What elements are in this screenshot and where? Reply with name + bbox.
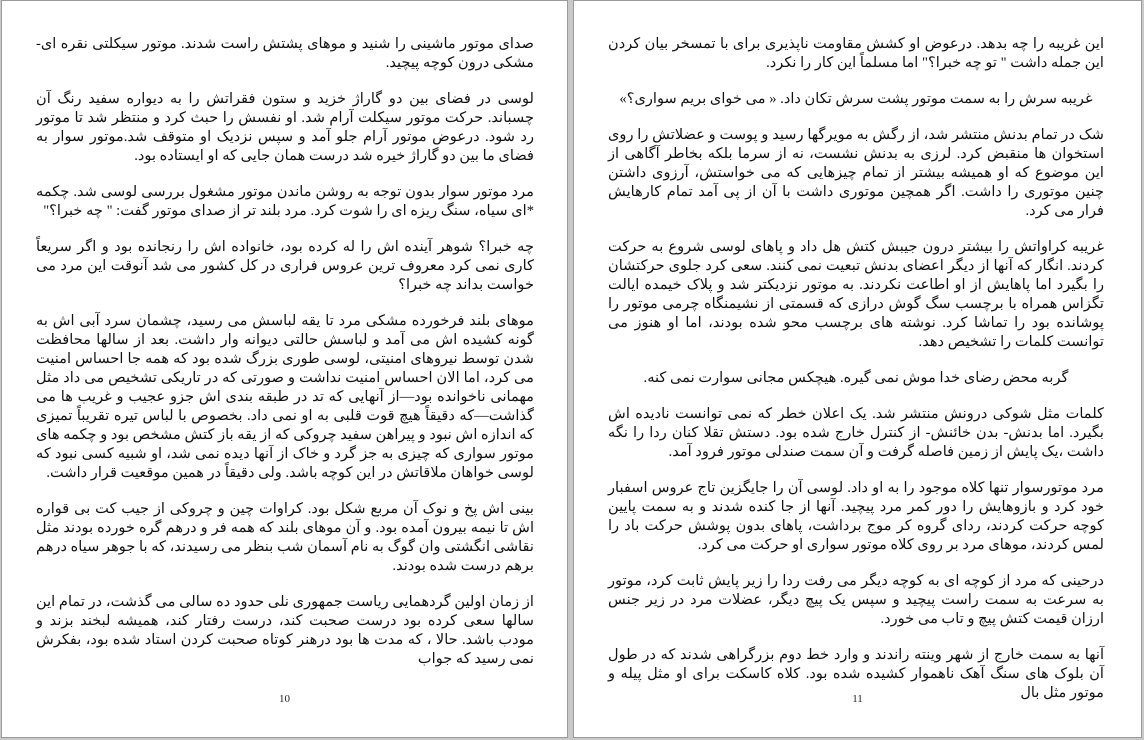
- paragraph: درحینی که مرد از کوچه ای به کوچه دیگر می رفت ردا را زیر پایش ثابت کرد، موتور به سرعت به سمت راست پیچید و سپس یک پیچ دیگر، عضلات مرد در زیر جنس ارزان قیمت کتش پیچ و تاب می خورد.: [608, 573, 1104, 627]
- paragraph: موهای بلند فرخورده مشکی مرد تا یقه لباسش می رسید، چشمان سرد آبی اش به گونه کشیده اش می آمد و لباسش حالتی دیوانه وار داشت. بعد از سالها محافظت شدن توسط نیروهای امنیتی، لوسی طوری بزرگ شده بود که همه جا احساس امنیت می کرد، اما الان احساس امنیت نداشت و صورتی که در تاریکی تشخیص می داد مثل مهمانی ناخوانده بود—از آنهایی که تد در طبقه بندی اش جزو عجیب و غریب ها می گذاشت—که دقیقاً هیچ قوت قلبی به او نمی داد. بخصوص با لباس تیره تقریباً تمیزی که اندازه اش نبود و پیراهن سفید چروکی که از یقه باز کتش مشخص بود و چکمه های موتور سواری که چیزی به جز گرد و خاک از آنها دیده نمی شد، او شبیه کسی نبود که لوسی خواهان ملاقاتش در این کوچه باشد. ولی دقیقاً در همین موقعیت قرار داشت.: [36, 313, 534, 481]
- right-page-text: [608, 35, 1104, 720]
- paragraph: غریبه کراواتش را بیشتر درون جیبش کتش هل داد و پاهای لوسی شروع به حرکت کردند. انگار که آنها از دیگر اعضای بدنش تبعیت نمی کنند. سعی کرد جلوی حرکتشان را بگیرد اما پاهایش از او اطاعت نکردند. به موتور نزدیکتر شد و پلاک خیمده ایالت تگزاس همراه با برچسب سگ گوش درازی که قسمتی از نشیمنگاه چرمی موتور را پوشانده بود را تماشا کرد. نوشته های برچسب محو شده بودند، اما او هنوز می توانست کلمات را تشخیص دهد.: [608, 239, 1104, 350]
- paragraph: مرد موتورسوار تنها کلاه موجود را به او داد. لوسی آن را جایگزین تاج عروس اسفبار خود کرد و بازوهایش را دور کمر مرد پیچید. آنها از جا کنده شدند و به سمت پایین کوچه حرکت کردند، ردای گروه کر موج برداشت، پاهای بدون پوشش حرکت باد را لمس کردند، موهای مرد بر روی کلاه موتور سواری او حرکت می کرد.: [608, 480, 1104, 553]
- page-number: 10: [279, 693, 290, 705]
- paragraph: شک در تمام بدنش منتشر شد، از رگش به مویرگها رسید و پوست و عضلاتش را روی استخوان ها منقبض کرد. لرزی به بدنش نشست، نه از سرما بلکه بخاطر آگاهی از این موضوع که او همیشه بیشتر از تمام چیزهایی که می خواستش، آرزوی داشتن چنین موتوری را داشت. اگر همچین موتوری داشت با آن از پی آمد تمام کارهایش فرار می کرد.: [608, 127, 1104, 219]
- paragraph: صدای موتور ماشینی را شنید و موهای پشتش راست شدند. موتور سیکلتی نقره ای- مشکی درون کوچه پیچید.: [36, 36, 534, 71]
- paragraph: بینی اش پخ و نوک آن مربع شکل بود. کراوات چین و چروکی از جیب کت بی قواره اش تا نیمه بیرون آمده بود. و آن موهای بلند که همه فر و درهم گره خورده بودند مثل نقاشی انگشتی وان گوگ به نام آسمان شب بنظر می رسیدند، که با جوهر سیاه درهم برهم درست شده بودند.: [36, 501, 534, 574]
- paragraph: لوسی در فضای بین دو گاراژ خزید و ستون فقراتش را به دیواره سفید رنگ آن چسباند. حرکت موتور سیکلت آرام شد. او نفسش را حبث کرد و منتظر شد تا موتور رد شود. درعوض موتور آرام جلو آمد و سپس نزدیک او متوقف شد.موتور سوار به فضای ما بین دو گاراژ خیره شد درست همان جایی که او ایستاده بود.: [36, 91, 534, 164]
- paragraph: چه خبرا؟ شوهر آینده اش را له کرده بود، خانواده اش را رنجانده بود و اگر سریعاً کاری نمی کرد معروف ترین عروس فراری در کل کشور می شد آنوقت این مرد می خواست بداند چه خبرا؟: [36, 239, 534, 293]
- right-page: [573, 0, 1142, 738]
- paragraph: این غریبه را چه بدهد. درعوض او کشش مقاومت ناپذیری برای با تمسخر بیان کردن این جمله داشت " تو چه خبرا؟" اما مسلماً این کار را نکرد.: [608, 36, 1104, 71]
- paragraph: از زمان اولین گردهمایی ریاست جمهوری نلی حدود ده سالی می گذشت، در تمام این سالها سعی کرده بود درست صحبت کند، درست رفتار کند، همیشه لبخند بزند و مودب باشد. حالا ، که مدت ها بود درهنر کوتاه صحبت کردن استاد شده بود، بفکرش نمی رسید که جواب: [36, 594, 534, 667]
- paragraph: مرد موتور سوار بدون توجه به روشن ماندن موتور مشغول بررسی لوسی شد. چکمه *ای سیاه، سنگ ریزه ای را شوت کرد. مرد بلند تر از صدای موتور گفت: " چه خبرا؟": [36, 184, 534, 219]
- left-page: [1, 0, 568, 738]
- dialogue-line: غریبه سرش را به سمت موتور پشت سرش تکان داد. « می خوای بریم سواری؟»: [619, 91, 1093, 107]
- paragraph: کلمات مثل شوکی درونش منتشر شد. یک اعلان خطر که نمی توانست نادیده اش بگیرد. اما بدنش- بدن خائنش- از کنترل خارج شده بود. دستش تقلا کنان ردا را نگه داشت ،یک پایش از زمین فاصله گرفت و آن سمت صندلی موتور فرود آمد.: [608, 406, 1104, 460]
- paragraph: آنها به سمت خارج از شهر وینته راندند و وارد خط دوم بزرگراهی شدند که در طول آن بلوک های سنگ آهک ناهموار کشیده شده بود. کلاه کاسکت برای او مثل پیله و موتور مثل بال: [608, 647, 1104, 701]
- page-number: 11: [852, 693, 863, 705]
- sticker-text: گربه محض رضای خدا موش نمی گیره. هیچکس مجانی سوارت نمی کنه.: [643, 370, 1069, 386]
- left-page-text: [36, 35, 534, 686]
